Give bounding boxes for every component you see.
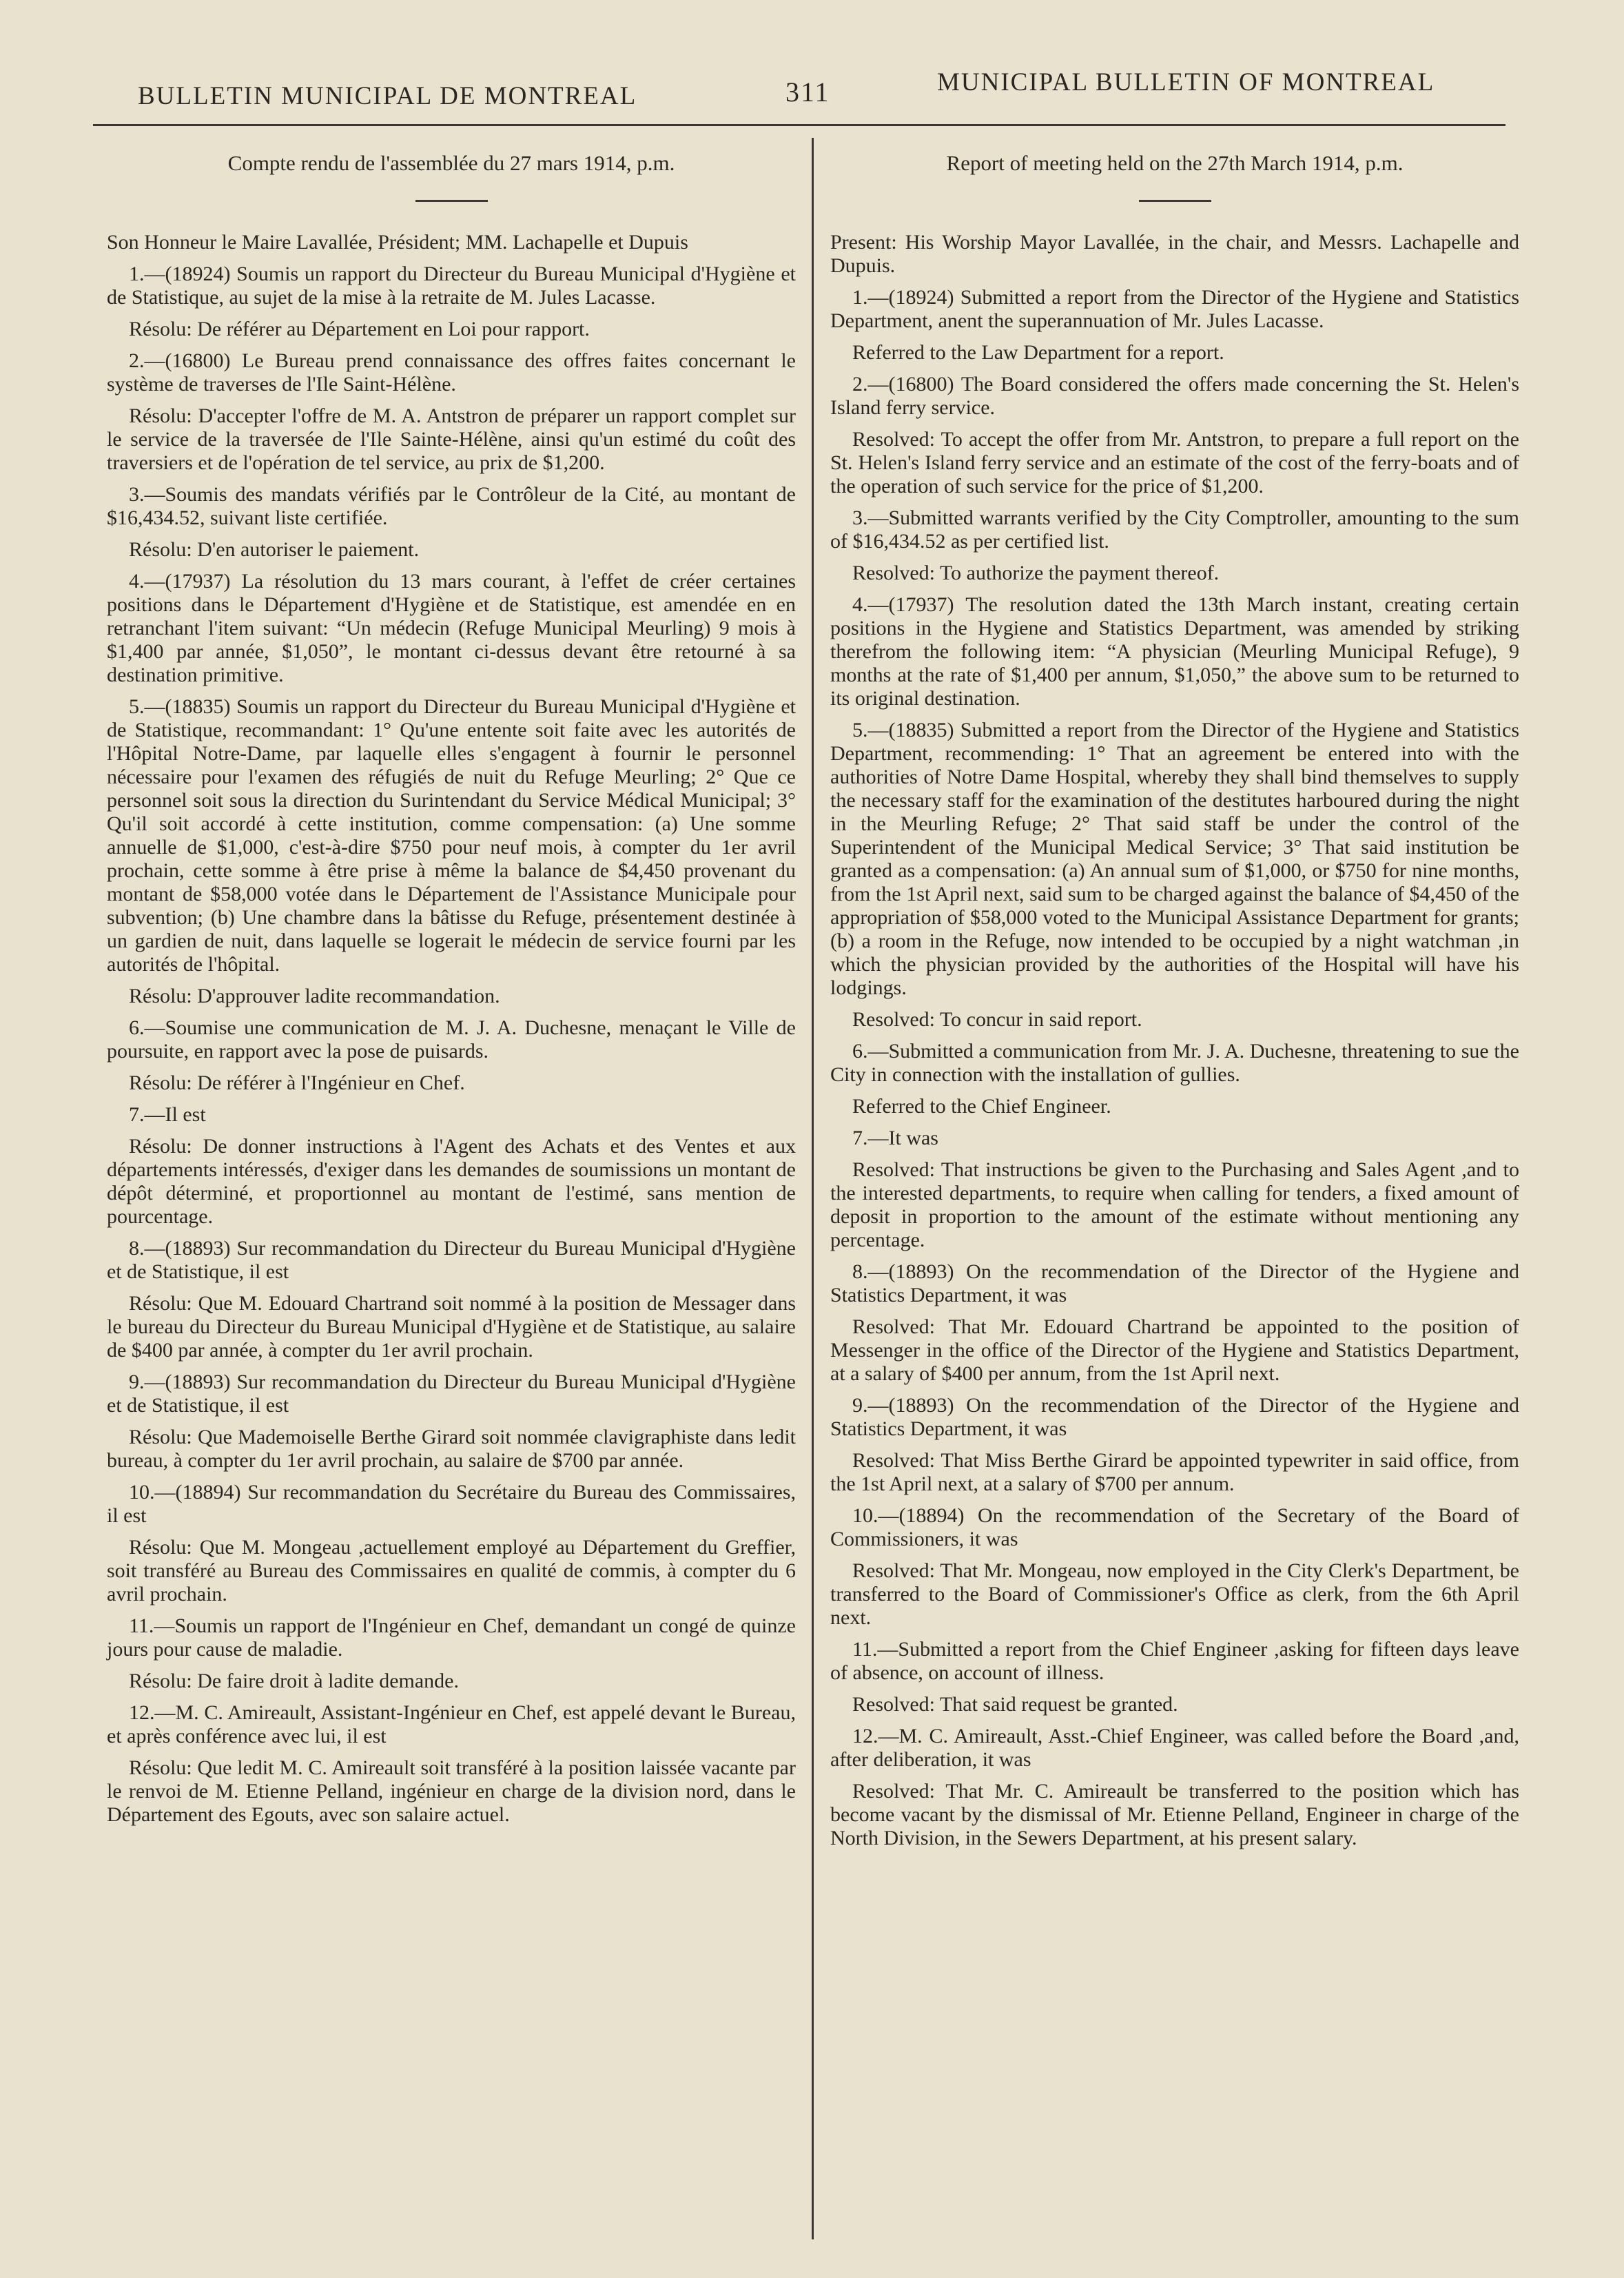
english-column xyxy=(830,152,1519,1858)
english-paragraph: Resolved: That said request be granted. xyxy=(852,1693,1178,1716)
french-paragraph: Résolu: Que M. Mongeau ,actuellement employé au Département du Greffier, soit transféré au Bureau des Commissaires en qualité de commis, à compter du 6 avril prochain. xyxy=(107,1536,796,1605)
english-paragraph: Referred to the Law Department for a report. xyxy=(852,341,1224,364)
french-paragraph: 5.—(18835) Soumis un rapport du Directeur du Bureau Municipal d'Hygiène et de Statistique, recommandant: 1° Qu'une entente soit faite avec les autorités de l'Hôpital Notre-Dame, par laquelle elles s'engagent à fournir le personnel nécessaire pour l'examen des réfugiés de nuit du Refuge Meurling; 2° Que ce personnel soit sous la direction du Surintendant du Service Médical Municipal; 3° Qu'il soit accordé à cette institution, comme compensation: (a) Une somme annuelle de $1,000, c'est-à-dire $750 pour neuf mois, à compter du 1er avril prochain, cette somme à être prise à même la balance de $4,450 provenant du montant de $58,000 votée dans le Département de l'Assistance Municipale pour subvention; (b) Une chambre dans la bâtisse du Refuge, présentement destinée à un gardien de nuit, dans laquelle se logerait le médecin de service fourni par les autorités de l'hôpital. xyxy=(107,695,796,976)
english-title-dash xyxy=(1139,200,1211,202)
english-meeting-title: Report of meeting held on the 27th March 1914, p.m. xyxy=(946,151,1404,175)
french-paragraph: 10.—(18894) Sur recommandation du Secrétaire du Bureau des Commissaires, il est xyxy=(107,1481,796,1527)
english-paragraph: Resolved: That Mr. C. Amireault be transferred to the position which has become vacant by the dismissal of Mr. Etienne Pelland, Engineer in charge of the North Division, in the Sewers Department, at his present salary. xyxy=(830,1780,1519,1849)
french-paragraph: 1.—(18924) Soumis un rapport du Directeur du Bureau Municipal d'Hygiène et de Statistique, au sujet de la mise à la retraite de M. Jules Lacasse. xyxy=(107,263,796,309)
english-paragraph: Resolved: That Mr. Edouard Chartrand be appointed to the position of Messenger in the office of the Director of the Hygiene and Statistics Department, at a salary of $400 per annum, from the 1st April next. xyxy=(830,1315,1519,1385)
english-paragraph: 6.—Submitted a communication from Mr. J. A. Duchesne, threatening to sue the City in connection with the installation of gullies. xyxy=(830,1040,1519,1086)
english-paragraph: Present: His Worship Mayor Lavallée, in the chair, and Messrs. Lachapelle and Dupuis. xyxy=(830,231,1519,277)
french-paragraph: 4.—(17937) La résolution du 13 mars courant, à l'effet de créer certaines positions dans le Département d'Hygiène et de Statistique, est amendée en en retranchant l'item suivant: “Un médecin (Refuge Municipal Meurling) 9 mois à $1,400 par année, $1,050”, le montant ci-dessus devant être retourné à sa destination primitive. xyxy=(107,570,796,686)
english-paragraph: Resolved: That instructions be given to the Purchasing and Sales Agent ,and to the interested departments, to require when calling for tenders, a fixed amount of deposit in proportion to the amount of the estimate without mentioning any percentage. xyxy=(830,1158,1519,1251)
french-column xyxy=(107,152,796,1835)
english-paragraph: 7.—It was xyxy=(852,1127,938,1149)
french-paragraph: Résolu: De référer au Département en Loi pour rapport. xyxy=(129,318,590,340)
english-paragraph: 8.—(18893) On the recommendation of the Director of the Hygiene and Statistics Department, it was xyxy=(830,1260,1519,1306)
english-paragraph: 11.—Submitted a report from the Chief Engineer ,asking for fifteen days leave of absence, on account of illness. xyxy=(830,1638,1519,1684)
header-title-english: MUNICIPAL BULLETIN OF MONTREAL xyxy=(937,68,1435,96)
french-paragraph: Résolu: Que M. Edouard Chartrand soit nommé à la position de Messager dans le bureau du Directeur du Bureau Municipal d'Hygiène et de Statistique, au salaire de $400 par année, à compter du 1er avril prochain. xyxy=(107,1292,796,1362)
english-paragraph: 5.—(18835) Submitted a report from the Director of the Hygiene and Statistics Department, recommending: 1° That an agreement be entered into with the authorities of Notre Dame Hospital, whereby they shall bind themselves to supply the necessary staff for the examination of the destitutes harboured during the night in the Meurling Refuge; 2° That said staff be under the control of the Superintendent of the Municipal Medical Service; 3° That said institution be granted as a compensation: (a) An annual sum of $1,000, or $750 for nine months, from the 1st April next, said sum to be charged against the balance of $4,450 of the appropriation of $58,000 voted to the Municipal Assistance Department for grants; (b) a room in the Refuge, now intended to be occupied by a night watchman ,in which the physician provided by the authorities of the Hospital will have his lodgings. xyxy=(830,719,1519,999)
english-paragraph: 10.—(18894) On the recommendation of the Secretary of the Board of Commissioners, it was xyxy=(830,1504,1519,1550)
page-number: 311 xyxy=(785,76,830,107)
english-paragraph: 2.—(16800) The Board considered the offers made concerning the St. Helen's Island ferry service. xyxy=(830,373,1519,419)
english-paragraph: 3.—Submitted warrants verified by the City Comptroller, amounting to the sum of $16,434.52 as per certified list. xyxy=(830,506,1519,553)
english-paragraph: Resolved: That Mr. Mongeau, now employed in the City Clerk's Department, be transferred to the Board of Commissioner's Office as clerk, from the 6th April next. xyxy=(830,1559,1519,1629)
french-paragraph: Résolu: D'accepter l'offre de M. A. Antstron de préparer un rapport complet sur le service de la traversée de l'Ile Sainte-Hélène, ainsi qu'un estimé du coût des traversiers et de l'opération de tel service, au prix de $1,200. xyxy=(107,404,796,474)
french-paragraph: Résolu: Que ledit M. C. Amireault soit transféré à la position laissée vacante par le renvoi de M. Etienne Pelland, ingénieur en charge de la division nord, dans le Département des Egouts, avec son salaire actuel. xyxy=(107,1756,796,1826)
french-paragraph: Résolu: De référer à l'Ingénieur en Chef. xyxy=(129,1071,465,1094)
french-paragraph: 11.—Soumis un rapport de l'Ingénieur en Chef, demandant un congé de quinze jours pour cause de maladie. xyxy=(107,1614,796,1661)
header-rule xyxy=(93,124,1505,126)
english-paragraph: 4.—(17937) The resolution dated the 13th March instant, creating certain positions in the Hygiene and Statistics Department, was amended by striking therefrom the following item: “A physician (Meurling Municipal Refuge), 9 months at the rate of $1,400 per annum, $1,050,” the above sum to be returned to its original destination. xyxy=(830,593,1519,710)
french-paragraph: 3.—Soumis des mandats vérifiés par le Contrôleur de la Cité, au montant de $16,434.52, suivant liste certifiée. xyxy=(107,483,796,529)
french-paragraph: 8.—(18893) Sur recommandation du Directeur du Bureau Municipal d'Hygiène et de Statistique, il est xyxy=(107,1237,796,1283)
french-paragraph: 9.—(18893) Sur recommandation du Directeur du Bureau Municipal d'Hygiène et de Statistique, il est xyxy=(107,1371,796,1417)
french-paragraph: 2.—(16800) Le Bureau prend connaissance des offres faites concernant le système de traverses de l'Ile Saint-Hélène. xyxy=(107,349,796,396)
french-paragraph: 7.—Il est xyxy=(129,1103,206,1126)
french-paragraph: Résolu: De faire droit à ladite demande. xyxy=(129,1670,459,1692)
english-paragraph: Referred to the Chief Engineer. xyxy=(852,1095,1111,1118)
english-paragraph: 9.—(18893) On the recommendation of the Director of the Hygiene and Statistics Department, it was xyxy=(830,1394,1519,1440)
french-paragraph: Résolu: D'en autoriser le paiement. xyxy=(129,538,420,561)
french-paragraph: Son Honneur le Maire Lavallée, Président; MM. Lachapelle et Dupuis xyxy=(107,231,688,254)
page-header xyxy=(103,61,1516,116)
english-paragraph: 12.—M. C. Amireault, Asst.-Chief Engineer, was called before the Board ,and, after deliberation, it was xyxy=(830,1725,1519,1771)
french-paragraph: 6.—Soumise une communication de M. J. A. Duchesne, menaçant le Ville de poursuite, en rapport avec la pose de puisards. xyxy=(107,1016,796,1063)
header-title-french: BULLETIN MUNICIPAL DE MONTREAL xyxy=(138,82,637,110)
english-paragraph: Resolved: To concur in said report. xyxy=(852,1008,1142,1031)
english-paragraph: Resolved: To authorize the payment thereof. xyxy=(852,562,1220,584)
french-paragraph: 12.—M. C. Amireault, Assistant-Ingénieur en Chef, est appelé devant le Bureau, et après conférence avec lui, il est xyxy=(107,1701,796,1747)
column-divider xyxy=(812,138,814,2239)
french-meeting-title: Compte rendu de l'assemblée du 27 mars 1914, p.m. xyxy=(227,151,675,175)
french-paragraph: Résolu: De donner instructions à l'Agent des Achats et des Ventes et aux départements intéressés, d'exiger dans les demandes de soumissions un montant de dépôt déterminé, et proportionnel au montant de l'estimé, sans mention de pourcentage. xyxy=(107,1135,796,1228)
french-paragraph: Résolu: Que Mademoiselle Berthe Girard soit nommée clavigraphiste dans ledit bureau, à compter du 1er avril prochain, au salaire de $700 par année. xyxy=(107,1426,796,1472)
french-paragraph: Résolu: D'approuver ladite recommandation. xyxy=(129,985,500,1007)
english-paragraph: Resolved: That Miss Berthe Girard be appointed typewriter in said office, from the 1st April next, at a salary of $700 per annum. xyxy=(830,1449,1519,1495)
english-paragraph: Resolved: To accept the offer from Mr. Antstron, to prepare a full report on the St. Helen's Island ferry service and an estimate of the cost of the ferry-boats and of the operation of such service for the price of $1,200. xyxy=(830,428,1519,497)
french-title-dash xyxy=(415,200,488,202)
english-paragraph: 1.—(18924) Submitted a report from the Director of the Hygiene and Statistics Department, anent the superannuation of Mr. Jules Lacasse. xyxy=(830,286,1519,332)
